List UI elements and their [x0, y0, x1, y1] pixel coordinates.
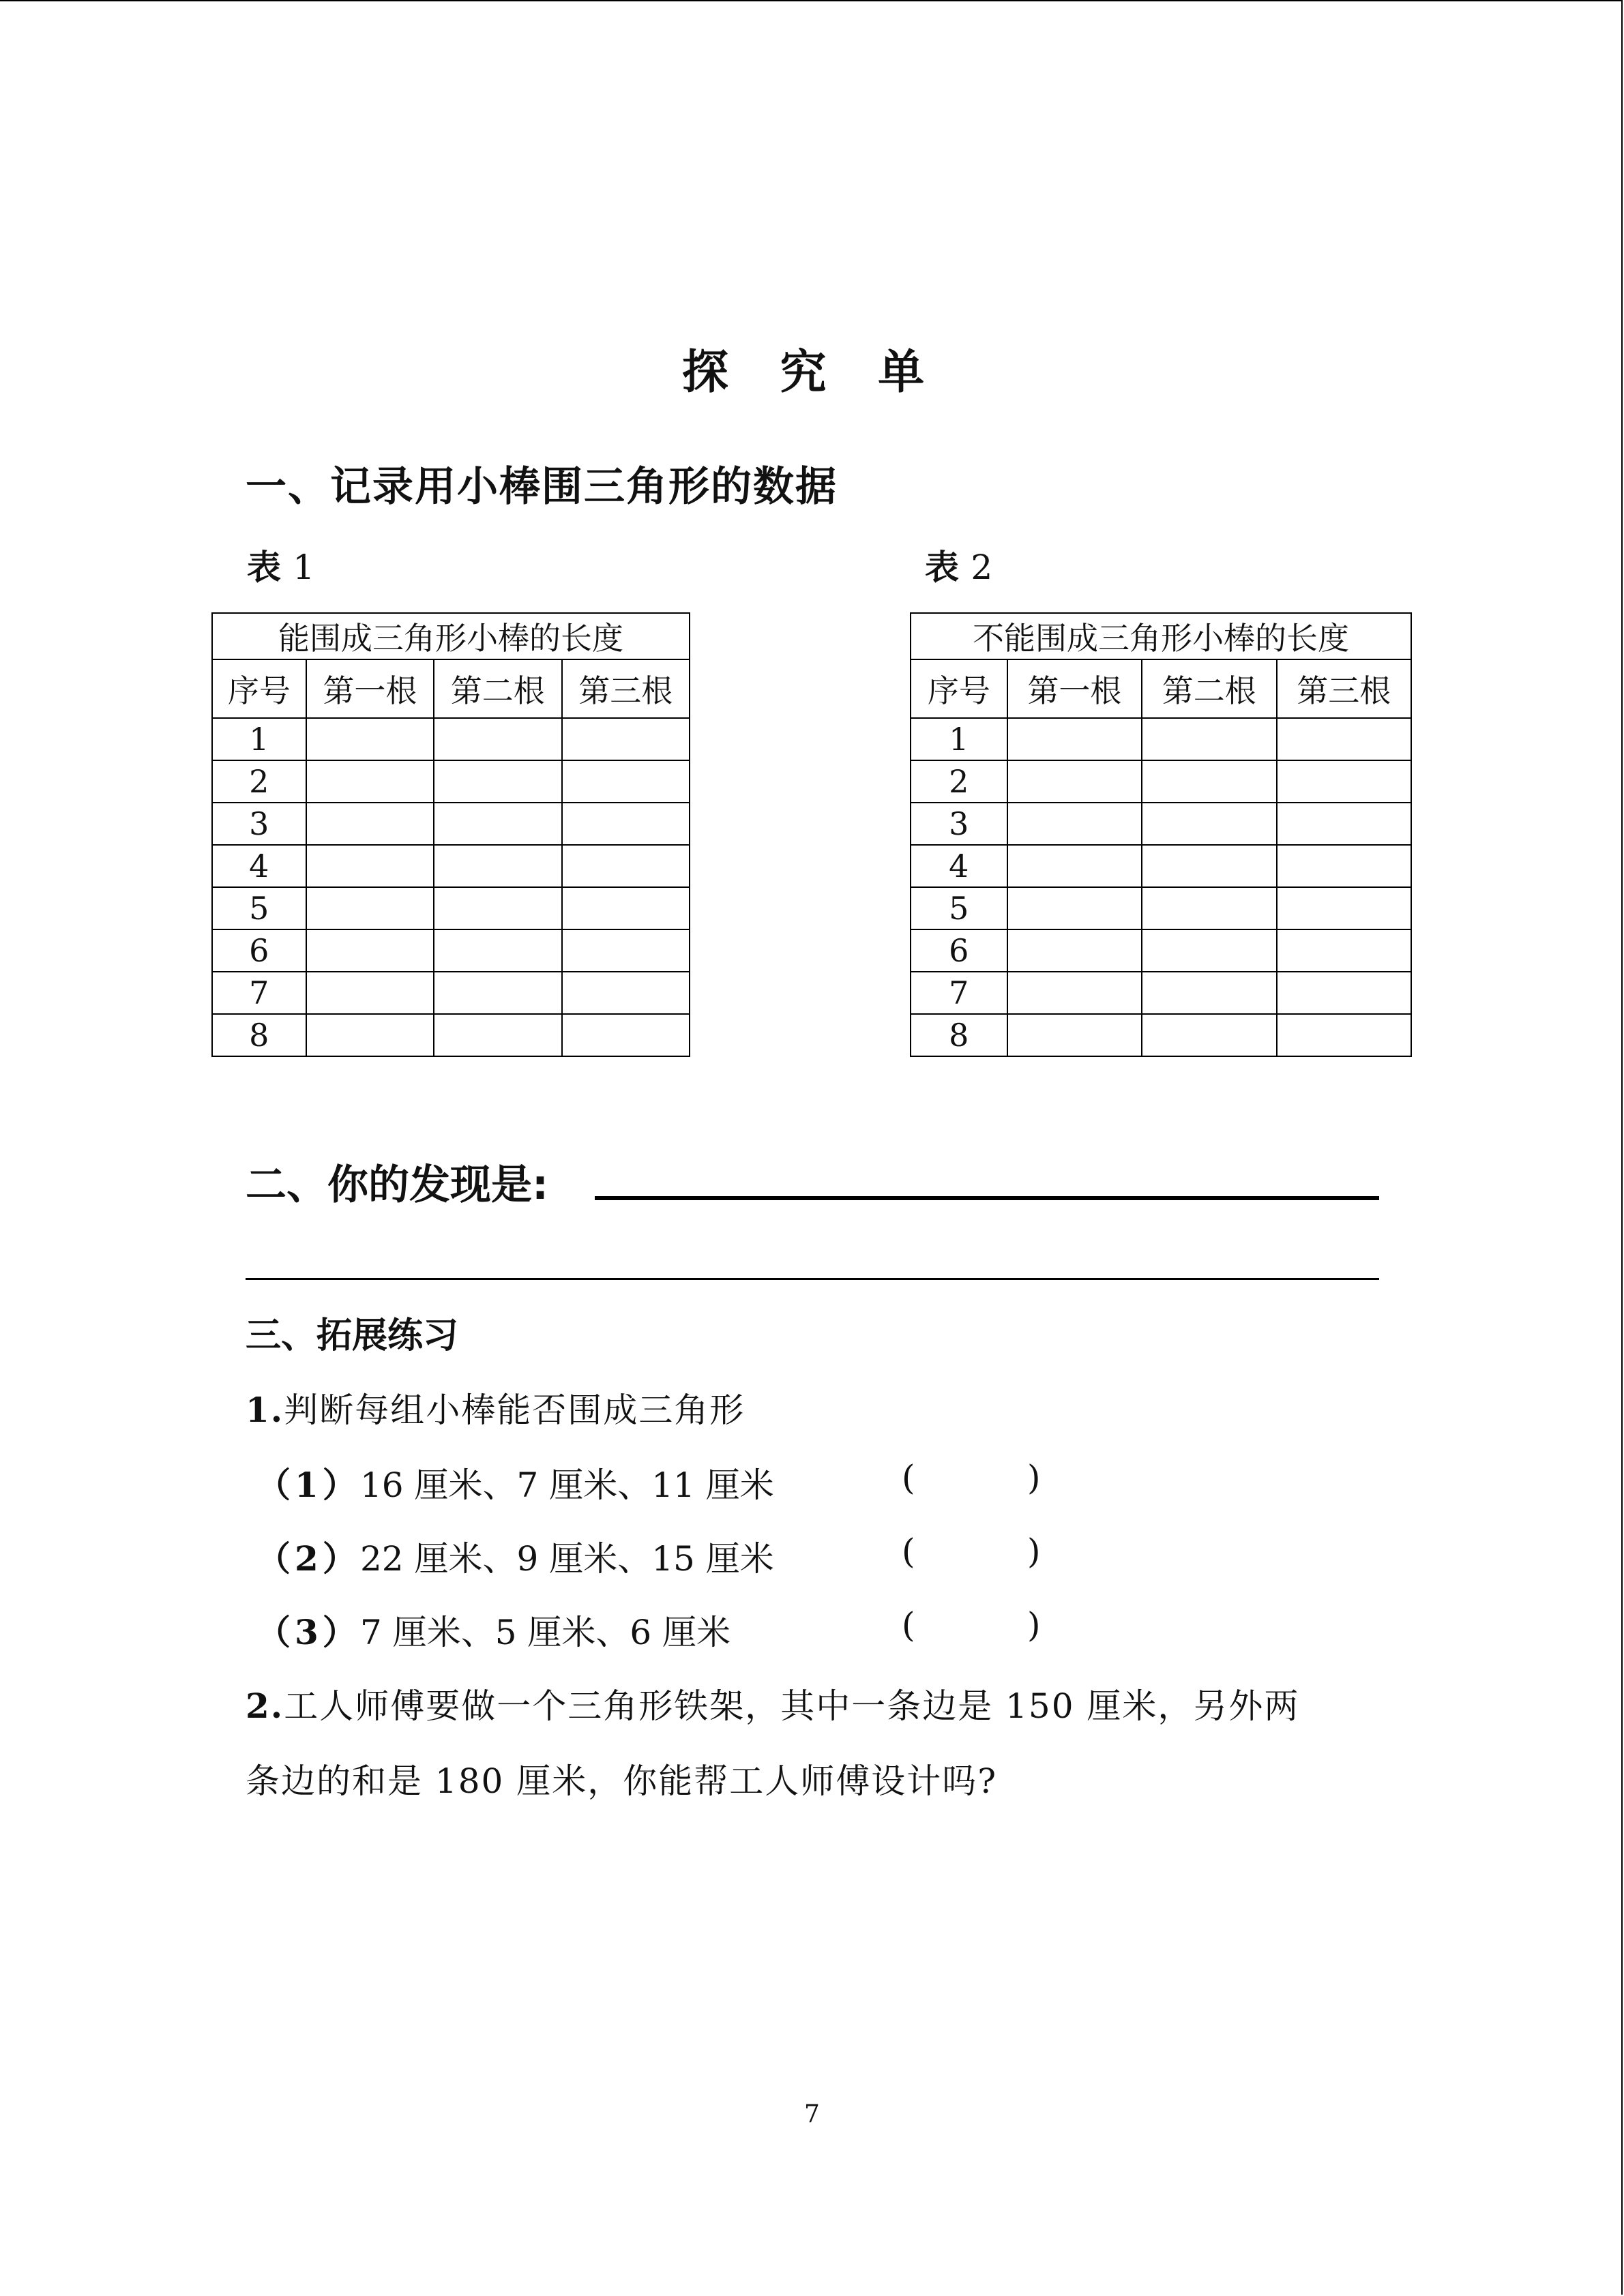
column-header: 第三根 — [1277, 659, 1411, 718]
row-number: 2 — [911, 760, 1007, 803]
page-number: 7 — [804, 2100, 820, 2128]
entry-cell[interactable] — [1277, 1014, 1411, 1056]
answer-paren-open: ( — [902, 1532, 915, 1571]
table-row — [911, 718, 1411, 760]
worksheet-title: 探 究 单 — [681, 346, 943, 400]
answer-paren-close: ) — [1027, 1605, 1041, 1645]
entry-cell[interactable] — [1007, 1014, 1142, 1056]
entry-cell[interactable] — [1142, 887, 1276, 929]
row-number: 7 — [911, 972, 1007, 1014]
entry-cell[interactable] — [434, 929, 561, 972]
entry-cell[interactable] — [1142, 760, 1276, 803]
entry-cell[interactable] — [306, 1014, 434, 1056]
question-number: 2. — [246, 1686, 284, 1726]
entry-cell[interactable] — [562, 718, 690, 760]
entry-cell[interactable] — [1007, 718, 1142, 760]
entry-cell[interactable] — [1007, 845, 1142, 887]
row-number: 4 — [212, 845, 306, 887]
entry-cell[interactable] — [1007, 929, 1142, 972]
entry-cell[interactable] — [306, 845, 434, 887]
answer-paren-close: ) — [1027, 1458, 1041, 1497]
entry-cell[interactable] — [562, 803, 690, 845]
sub-question-3: （3）7 厘米、5 厘米、6 厘米 — [256, 1612, 731, 1652]
entry-cell[interactable] — [562, 845, 690, 887]
table-2-label: 表 2 — [925, 548, 993, 587]
table-1-label: 表 1 — [247, 548, 315, 587]
entry-cell[interactable] — [562, 972, 690, 1014]
column-header: 第二根 — [434, 659, 561, 718]
row-number: 6 — [212, 929, 306, 972]
entry-cell[interactable] — [306, 718, 434, 760]
entry-cell[interactable] — [562, 760, 690, 803]
table-row — [911, 845, 1411, 887]
question-1 — [246, 1383, 745, 1432]
answer-line-1[interactable] — [595, 1196, 1379, 1200]
entry-cell[interactable] — [562, 887, 690, 929]
row-number: 1 — [911, 718, 1007, 760]
row-number: 8 — [212, 1014, 306, 1056]
entry-cell[interactable] — [434, 718, 561, 760]
entry-cell[interactable] — [306, 887, 434, 929]
column-header: 序号 — [212, 659, 306, 718]
entry-cell[interactable] — [1277, 803, 1411, 845]
table-row — [911, 803, 1411, 845]
row-number: 2 — [212, 760, 306, 803]
row-number: 1 — [212, 718, 306, 760]
entry-cell[interactable] — [1007, 760, 1142, 803]
column-header: 序号 — [911, 659, 1007, 718]
entry-cell[interactable] — [1142, 803, 1276, 845]
entry-cell[interactable] — [1007, 803, 1142, 845]
row-number: 3 — [911, 803, 1007, 845]
table-row — [212, 803, 690, 845]
entry-cell[interactable] — [434, 972, 561, 1014]
section-2-heading: 二、你的发现是: — [246, 1161, 548, 1209]
row-number: 3 — [212, 803, 306, 845]
table-row — [911, 887, 1411, 929]
answer-paren-close: ) — [1027, 1532, 1041, 1571]
row-number: 7 — [212, 972, 306, 1014]
column-header: 第三根 — [562, 659, 690, 718]
entry-cell[interactable] — [434, 1014, 561, 1056]
section-1-heading: 一、记录用小棒围三角形的数据 — [246, 463, 838, 511]
entry-cell[interactable] — [1277, 887, 1411, 929]
entry-cell[interactable] — [306, 929, 434, 972]
column-header: 第一根 — [306, 659, 434, 718]
question-text: 判断每组小棒能否围成三角形 — [284, 1390, 745, 1430]
entry-cell[interactable] — [1277, 760, 1411, 803]
row-number: 5 — [212, 887, 306, 929]
question-number: 1. — [246, 1390, 284, 1430]
row-number: 6 — [911, 929, 1007, 972]
table-caption: 不能围成三角形小棒的长度 — [911, 613, 1411, 659]
entry-cell[interactable] — [1277, 929, 1411, 972]
row-number: 5 — [911, 887, 1007, 929]
entry-cell[interactable] — [306, 972, 434, 1014]
question-2 — [246, 1679, 1299, 1728]
section-3-heading: 三、拓展练习 — [246, 1315, 459, 1356]
table-caption: 能围成三角形小棒的长度 — [212, 613, 690, 659]
sub-question-1: （1）16 厘米、7 厘米、11 厘米 — [256, 1465, 774, 1505]
entry-cell[interactable] — [1277, 845, 1411, 887]
answer-paren-open: ( — [902, 1458, 915, 1497]
table-row — [212, 972, 690, 1014]
entry-cell[interactable] — [1277, 972, 1411, 1014]
entry-cell[interactable] — [1142, 845, 1276, 887]
answer-paren-open: ( — [902, 1605, 915, 1645]
table-row — [212, 887, 690, 929]
entry-cell[interactable] — [434, 887, 561, 929]
entry-cell[interactable] — [1142, 972, 1276, 1014]
table-row — [212, 718, 690, 760]
question-2-continued: 条边的和是 180 厘米，你能帮工人师傅设计吗? — [246, 1761, 998, 1801]
column-header: 第二根 — [1142, 659, 1276, 718]
answer-line-2[interactable] — [246, 1278, 1379, 1280]
table-row — [212, 845, 690, 887]
entry-cell[interactable] — [1142, 718, 1276, 760]
sub-question-2: （2）22 厘米、9 厘米、15 厘米 — [256, 1538, 774, 1579]
entry-cell[interactable] — [562, 1014, 690, 1056]
entry-cell[interactable] — [434, 803, 561, 845]
table-row — [911, 760, 1411, 803]
record-table-1 — [211, 612, 690, 1057]
table-row — [212, 929, 690, 972]
table-row — [911, 1014, 1411, 1056]
entry-cell[interactable] — [306, 803, 434, 845]
entry-cell[interactable] — [562, 929, 690, 972]
table-row — [212, 1014, 690, 1056]
row-number: 8 — [911, 1014, 1007, 1056]
entry-cell[interactable] — [1142, 1014, 1276, 1056]
record-table-2 — [910, 612, 1412, 1057]
entry-cell[interactable] — [1007, 887, 1142, 929]
entry-cell[interactable] — [1277, 718, 1411, 760]
entry-cell[interactable] — [434, 760, 561, 803]
row-number: 4 — [911, 845, 1007, 887]
table-row — [911, 972, 1411, 1014]
table-row — [911, 929, 1411, 972]
column-header: 第一根 — [1007, 659, 1142, 718]
entry-cell[interactable] — [1142, 929, 1276, 972]
question-text: 工人师傅要做一个三角形铁架，其中一条边是 150 厘米，另外两 — [284, 1686, 1300, 1726]
entry-cell[interactable] — [1007, 972, 1142, 1014]
entry-cell[interactable] — [306, 760, 434, 803]
entry-cell[interactable] — [434, 845, 561, 887]
table-row — [212, 760, 690, 803]
